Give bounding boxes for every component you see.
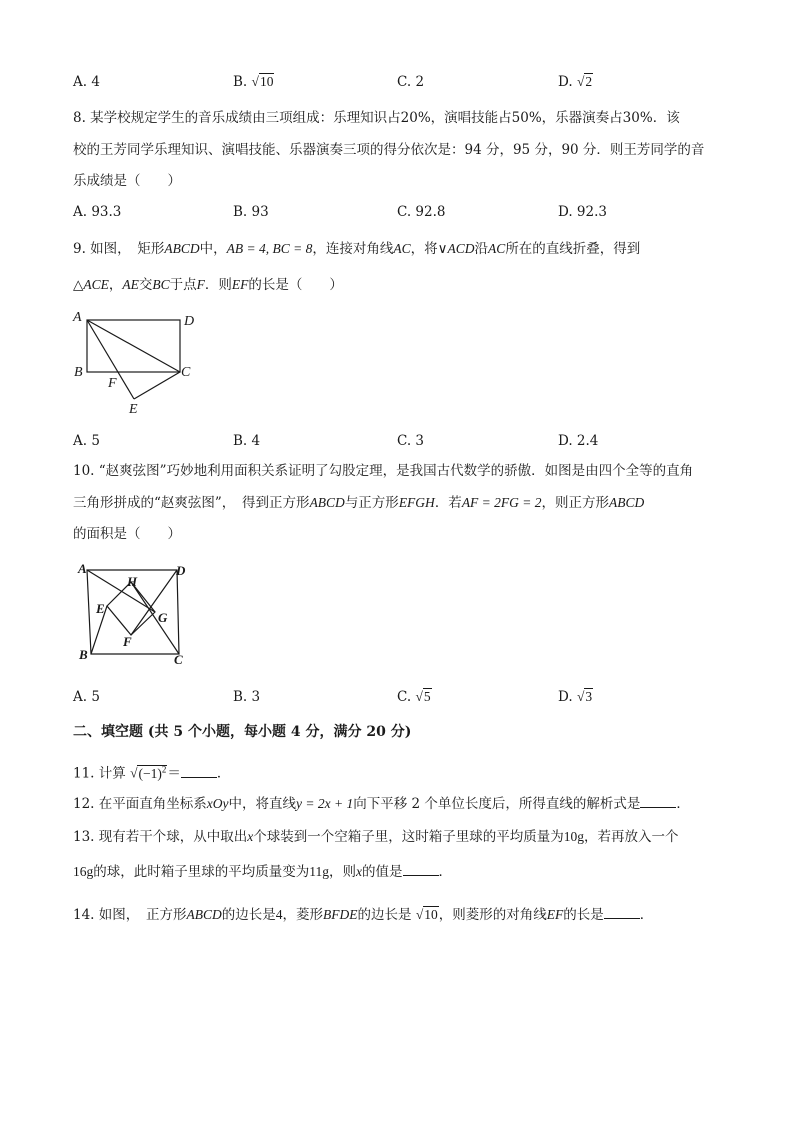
radicand: 10 (259, 74, 274, 89)
q10-zhao-shuang-figure (72, 558, 197, 670)
label-b: B (79, 647, 88, 662)
text: 的边长是 (357, 907, 412, 923)
math: ABCD (186, 907, 222, 922)
option-value: 2 (415, 74, 425, 90)
label-f: F (108, 376, 117, 391)
text: ，若再放入一个 (584, 829, 679, 845)
option-letter: D. (558, 74, 573, 90)
q7-option-c (397, 73, 424, 91)
text: ，将 (410, 241, 438, 257)
sqrt-expression: √5 (415, 689, 431, 704)
option-letter: D. (558, 689, 573, 705)
label-c: C (181, 365, 191, 380)
option-value: 4 (91, 74, 100, 90)
q10-option-a (73, 688, 100, 706)
q10-line-3: 的面积是（ ） (73, 526, 181, 542)
math: EFGH (398, 495, 435, 510)
label-d: D (184, 314, 195, 329)
text: 所在的直线折叠，得到 (505, 241, 641, 257)
label-d: D (176, 563, 186, 578)
q13-line-1 (73, 828, 679, 846)
q8-option-a: A. 93.3 (73, 204, 122, 220)
q8-line-1: 8. 某学校规定学生的音乐成绩由三项组成：乐理知识占20%，演唱技能占50%，乐器演奏占30%．该 (73, 110, 680, 126)
q8-line-3: 乐成绩是（ ） (73, 173, 181, 189)
answer-blank[interactable] (403, 863, 439, 876)
sqrt-expression: √2 (576, 74, 593, 89)
sqrt-expression: $√(-1)^2$ (130, 764, 167, 781)
q8-option-b: B. 93 (233, 204, 269, 220)
q10-option-b (233, 688, 260, 706)
radicand: 5 (423, 689, 431, 704)
q7-option-d (558, 73, 593, 91)
math: x (356, 864, 362, 879)
math: 4 (275, 907, 283, 922)
math: x (247, 829, 254, 844)
text: 的值是 (362, 864, 403, 880)
option-value: 3 (251, 689, 261, 705)
math: xOy (206, 796, 229, 811)
text: ， (108, 277, 123, 293)
text: ． (438, 864, 452, 880)
text: 向下平移 2 个单位长度后，所得直线的解析式是 (353, 796, 641, 812)
q9-line-1 (73, 240, 640, 258)
label-g: G (158, 610, 168, 625)
q12-line (73, 795, 690, 813)
radicand: 10 (424, 907, 438, 922)
option-letter: C. (397, 74, 412, 90)
math: EF (231, 277, 249, 292)
inner-square-efgh (107, 582, 155, 635)
math: AE (122, 277, 139, 292)
radicand: 2 (585, 74, 593, 89)
math: EF (546, 907, 564, 922)
sqrt-expression: √10 (415, 907, 438, 922)
answer-blank[interactable] (640, 795, 676, 808)
math: 11g (309, 864, 329, 879)
q10-option-d (558, 688, 593, 706)
math: y = 2x + 1 (296, 796, 354, 811)
q9-option-c: C. 3 (397, 433, 425, 449)
q10-line-1: 10. “赵爽弦图”巧妙地利用面积关系证明了勾股定理，是我国古代数学的骄傲．如图是由四个全等的直角 (73, 463, 694, 479)
math: 16g (73, 864, 94, 879)
radicand: 3 (585, 689, 593, 704)
q9-option-d: D. 2.4 (558, 433, 599, 449)
text: 12. 在平面直角坐标系 (73, 796, 207, 812)
label-c: C (174, 652, 183, 667)
text: 的边长是 (221, 907, 276, 923)
math: 10g (563, 829, 585, 844)
segment-ec (134, 372, 180, 399)
option-letter: B. (233, 74, 248, 90)
text: ． (676, 796, 690, 812)
label-a: A (73, 310, 82, 325)
option-letter: A. (73, 74, 88, 90)
segment-c-h (131, 582, 179, 654)
answer-blank[interactable] (604, 906, 640, 919)
sqrt-expression: √3 (576, 689, 593, 704)
text: ．则 (204, 277, 232, 293)
text: 的球，此时箱子里球的平均质量变为 (93, 864, 310, 880)
text: ，菱形 (282, 907, 324, 923)
text: ．若 (434, 495, 462, 511)
label-h: H (127, 574, 138, 589)
math: ABCD (609, 495, 645, 510)
q7-option-a (73, 73, 100, 91)
q10-option-c (397, 688, 432, 706)
math: ∨ACD (437, 241, 475, 256)
q9-line-2 (73, 276, 343, 294)
text: ＝ (167, 765, 181, 782)
label-f: F (123, 634, 132, 649)
option-value: 5 (91, 689, 100, 705)
text: 中，将直线 (228, 796, 296, 812)
q9-option-a: A. 5 (73, 433, 100, 449)
text: 于点 (169, 277, 197, 293)
label-e: E (96, 601, 105, 616)
text: ，则菱形的对角线 (438, 907, 547, 923)
option-letter: B. (233, 689, 248, 705)
segment-d-f (131, 570, 177, 635)
text: ． (216, 765, 231, 782)
q8-line-2: 校的王芳同学乐理知识、演唱技能、乐器演奏三项的得分依次是：94 分，95 分，90 分．则王芳同学的音 (73, 142, 705, 158)
radicand: (−1) (138, 765, 162, 781)
text: ，则正方形 (541, 495, 610, 511)
text: 9. 如图， 矩形 (73, 241, 165, 257)
text: ，则 (329, 864, 356, 880)
math: △ACE (73, 277, 109, 292)
math: AC (488, 241, 506, 256)
text: 与正方形 (344, 495, 399, 511)
q11-line (73, 760, 230, 783)
math: AF = 2FG = 2 (461, 495, 542, 510)
text: 三角形拼成的“赵爽弦图”， 得到正方形 (73, 495, 310, 511)
text: 个球装到一个空箱子里，这时箱子里球的平均质量为 (253, 829, 564, 845)
math: AB = 4, BC = 8 (226, 241, 313, 256)
diagonal-ac (87, 320, 180, 372)
sqrt-expression: √10 (251, 74, 274, 89)
q13-line-2 (73, 863, 452, 881)
section-heading: 二、填空题 (共 5 个小题，每小题 4 分，满分 20 分) (73, 724, 412, 740)
text: 沿 (474, 241, 489, 257)
label-b: B (74, 365, 83, 380)
math: F (196, 277, 205, 292)
text: ，连接对角线 (312, 241, 394, 257)
text: 的长是（ ） (248, 277, 343, 293)
q10-line-2 (73, 494, 644, 512)
text: 中， (199, 241, 227, 257)
text: ． (639, 907, 654, 923)
q7-option-b (233, 73, 274, 91)
q8-option-c: C. 92.8 (397, 204, 446, 220)
text: 13. 现有若干个球，从中取出 (73, 829, 248, 845)
answer-blank[interactable] (181, 765, 217, 778)
math: BC (152, 277, 170, 292)
label-a: A (78, 561, 87, 576)
q9-option-b: B. 4 (233, 433, 261, 449)
text: 交 (138, 277, 153, 293)
option-letter: A. (73, 689, 88, 705)
q8-option-d: D. 92.3 (558, 204, 607, 220)
text: 14. 如图， 正方形 (73, 907, 187, 923)
math: ABCD (164, 241, 200, 256)
text: 的长是 (563, 907, 604, 923)
q9-rectangle-fold-figure (70, 305, 200, 420)
exponent: 2 (161, 764, 167, 774)
math: BFDE (323, 907, 358, 922)
math: ABCD (309, 495, 345, 510)
label-e: E (129, 402, 138, 417)
math: AC (393, 241, 411, 256)
q14-line (73, 906, 653, 924)
option-letter: C. (397, 689, 412, 705)
text: 11. 计算 (73, 765, 126, 782)
